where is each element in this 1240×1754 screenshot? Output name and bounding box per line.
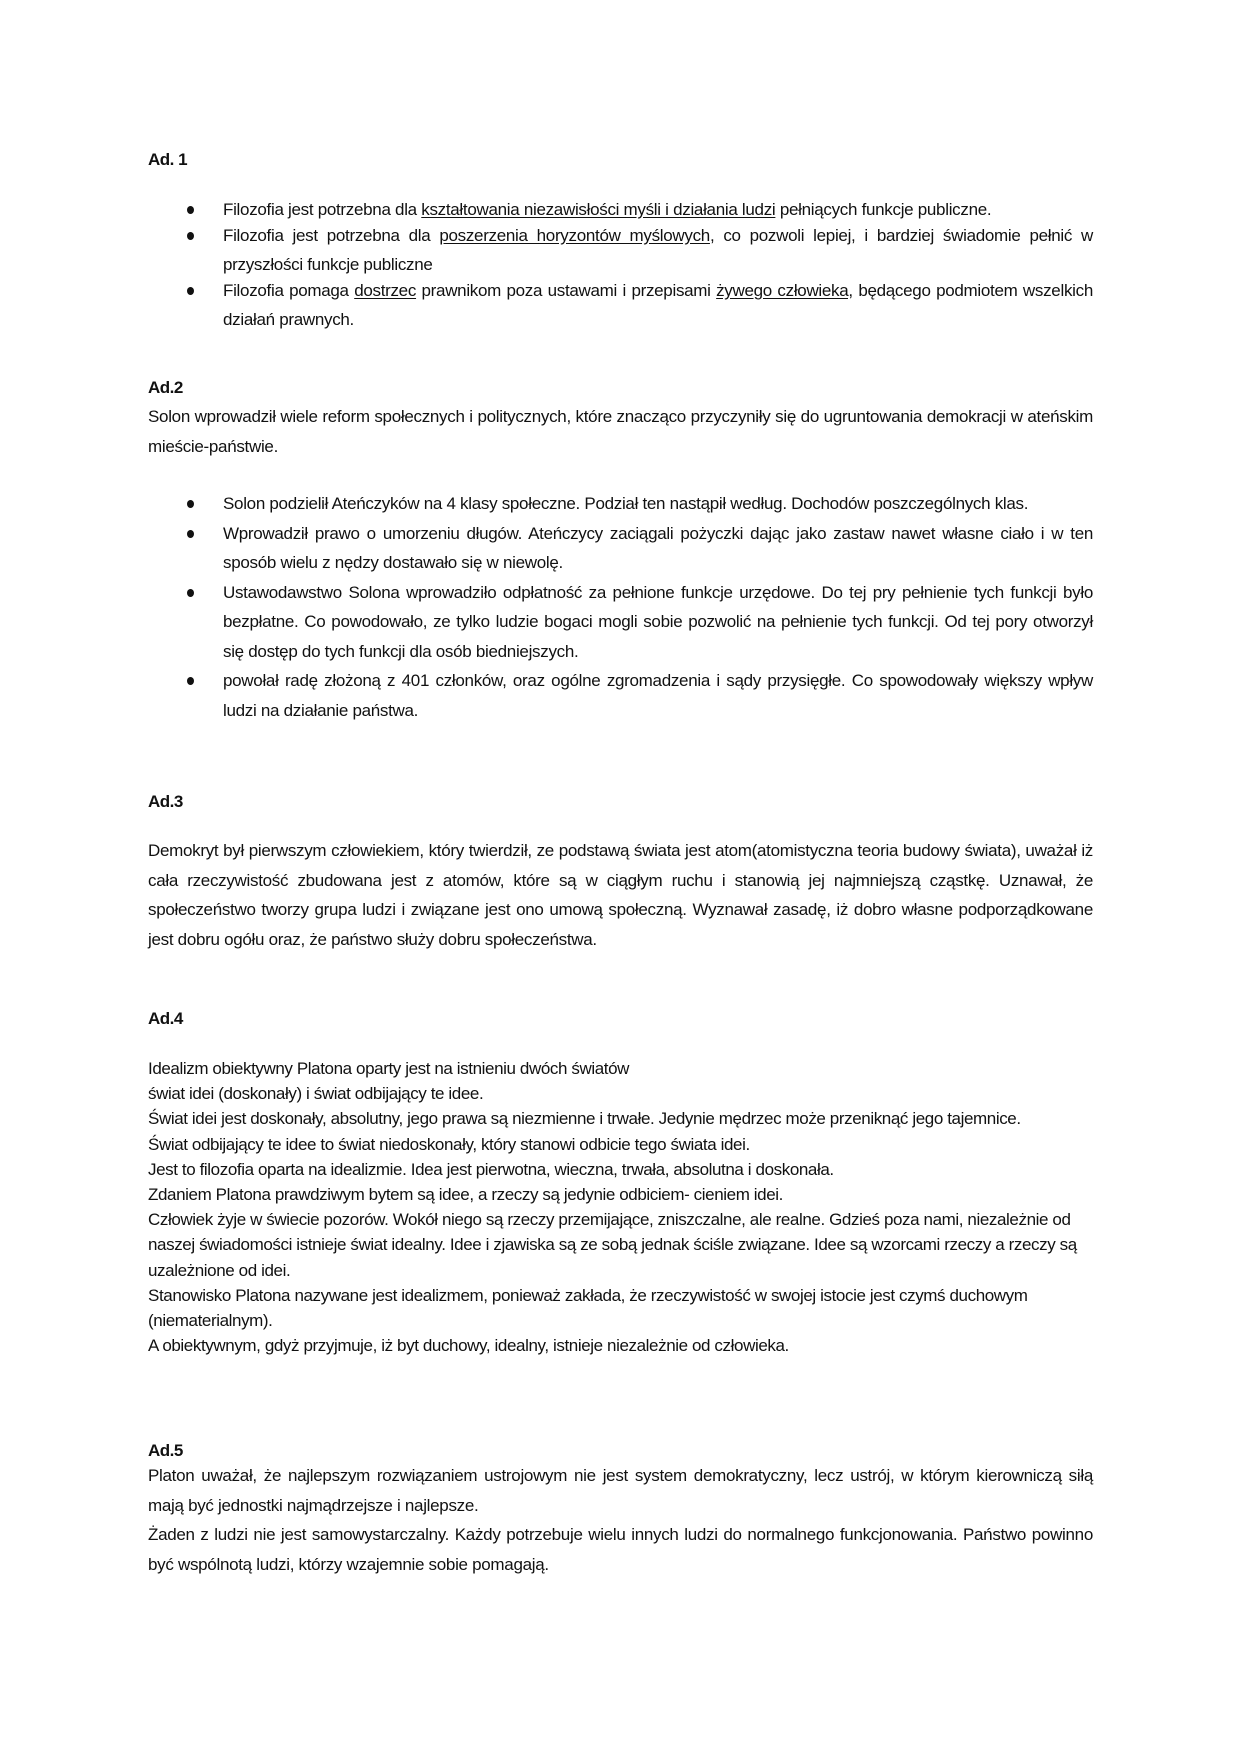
text-line: Idealizm obiektywny Platona oparty jest na istnieniu dwóch światów	[148, 1059, 630, 1078]
ad3-paragraph: Demokryt był pierwszym człowiekiem, który twierdził, ze podstawą świata jest atom(atomistyczna teoria budowy świata), uważał iż cała rzeczywistość zbudowana jest z atomów, które są w ciągłym ruchu i stanowią jej najmniejszą cząstkę. Uznawał, że społeczeństwo tworzy grupa ludzi i związane jest ono umową społeczną. Wyznawał zasadę, iż dobro własne podporządkowane jest dobru ogółu oraz, że państwo służy dobru społeczeństwa.	[148, 841, 1093, 949]
text: , co pozwoli lepiej, i bardziej świadomie pełnić w przyszłości funkcje publiczne	[223, 225, 1094, 274]
ad1-bullet-list	[148, 195, 1093, 335]
list-item	[148, 666, 1093, 725]
list-item	[148, 221, 1093, 280]
bullet-icon	[187, 589, 194, 597]
underlined-phrase: żywego człowieka,	[716, 280, 853, 300]
bullet-icon	[187, 206, 194, 214]
text: Solon podzielił Ateńczyków na 4 klasy społeczne. Podział ten nastąpił według. Dochodów poszczególnych klas.	[223, 494, 1029, 513]
text-line: Świat idei jest doskonały, absolutny, jego prawa są niezmienne i trwałe. Jedynie mędrzec może przeniknąć jego tajemnice.	[148, 1109, 1021, 1129]
text: Ustawodawstwo Solona wprowadziło odpłatność za pełnione funkcje urzędowe. Do tej pry pełnienie tych funkcji było bezpłatne. Co powodowało, ze tylko ludzie bogaci mogli sobie pozwolić na pełnienie tych funkcji. Od tej pory otworzył się dostęp do tych funkcji dla osób biedniejszych.	[223, 582, 1093, 661]
text-line: świat idei (doskonały) i świat odbijający te idee.	[148, 1084, 484, 1104]
text-line: Świat odbijający te idee to świat niedoskonały, który stanowi odbicie tego świata idei.	[148, 1134, 750, 1154]
list-item	[148, 519, 1093, 578]
list-item	[148, 276, 1093, 335]
bullet-icon	[187, 232, 194, 240]
text: będącego podmiotem wszelkich działań prawnych.	[223, 280, 1093, 329]
text: powołał radę złożoną z 401 członków, oraz ogólne zgromadzenia i sądy przysięgłe. Co spowodowały większy wpływ ludzi na działanie państwa.	[223, 671, 1093, 720]
section-heading-ad3: Ad.3	[148, 792, 183, 811]
section-heading-ad2: Ad.2	[148, 378, 183, 397]
bullet-icon	[187, 677, 194, 685]
text: Wprowadził prawo o umorzeniu długów. Ateńczycy zaciągali pożyczki dając jako zastaw nawet własne ciało i w ten sposób wielu z nędzy dostawało się w niewolę.	[223, 523, 1093, 572]
ad2-intro-paragraph: Solon wprowadził wiele reform społecznych i politycznych, które znacząco przyczyniły się do ugruntowania demokracji w ateńskim mieście-państwie.	[148, 407, 1093, 456]
section-heading-ad5: Ad.5	[148, 1441, 183, 1460]
ad5-paragraph-1: Platon uważał, że najlepszym rozwiązaniem ustrojowym nie jest system demokratyczny, lecz ustrój, w którym kierowniczą siłą mają być jednostki najmądrzejsze i najlepsze.	[148, 1466, 1093, 1515]
underlined-phrase: kształtowania niezawisłości myśli i działania ludzi	[421, 200, 776, 219]
text: pełniących funkcje publiczne.	[775, 200, 992, 219]
ad4-text-block	[148, 1056, 1093, 1358]
underlined-phrase: dostrzec	[354, 280, 417, 300]
ad5-paragraph-2: Żaden z ludzi nie jest samowystarczalny. Każdy potrzebuje wielu innych ludzi do normalnego funkcjonowania. Państwo powinno być wspólnotą ludzi, którzy wzajemnie sobie pomagają.	[148, 1525, 1093, 1574]
underlined-phrase: poszerzenia horyzontów myślowych	[439, 225, 710, 245]
section-heading-ad4: Ad.4	[148, 1009, 183, 1028]
text-line: Zdaniem Platona prawdziwym bytem są idee, a rzeczy są jedynie odbiciem- cieniem idei.	[148, 1185, 783, 1205]
list-item	[148, 489, 1093, 519]
bullet-icon	[187, 500, 194, 508]
text: Filozofia jest potrzebna dla	[223, 225, 440, 245]
text-line: Jest to filozofia oparta na idealizmie. Idea jest pierwotna, wieczna, trwała, absolutna i doskonała.	[148, 1159, 834, 1179]
text: Filozofia pomaga	[223, 280, 355, 300]
ad2-bullet-list	[148, 489, 1093, 725]
text: prawnikom poza ustawami i przepisami	[416, 280, 717, 300]
ad5-text-block	[148, 1446, 1093, 1579]
bullet-icon	[187, 287, 194, 295]
list-item	[148, 578, 1093, 667]
text-line: Człowiek żyje w świecie pozorów. Wokół niego są rzeczy przemijające, zniszczalne, ale realne. Gdzieś poza nami, niezależnie od naszej świadomości istnieje świat idealny. Idee i zjawiska są ze sobą jednak ściśle związane. Idee są wzorcami rzeczy a rzeczy są uzależnione od idei.	[148, 1210, 1077, 1280]
text-line: Stanowisko Platona nazywane jest idealizmem, ponieważ zakłada, że rzeczywistość w swojej istocie jest czymś duchowym (niematerialnym).	[148, 1285, 1028, 1331]
bullet-icon	[187, 530, 194, 538]
text: Filozofia jest potrzebna dla	[223, 200, 422, 219]
text-line: A obiektywnym, gdyż przyjmuje, iż byt duchowy, idealny, istnieje niezależnie od człowieka.	[148, 1336, 789, 1356]
section-heading-ad1: Ad. 1	[148, 150, 188, 169]
